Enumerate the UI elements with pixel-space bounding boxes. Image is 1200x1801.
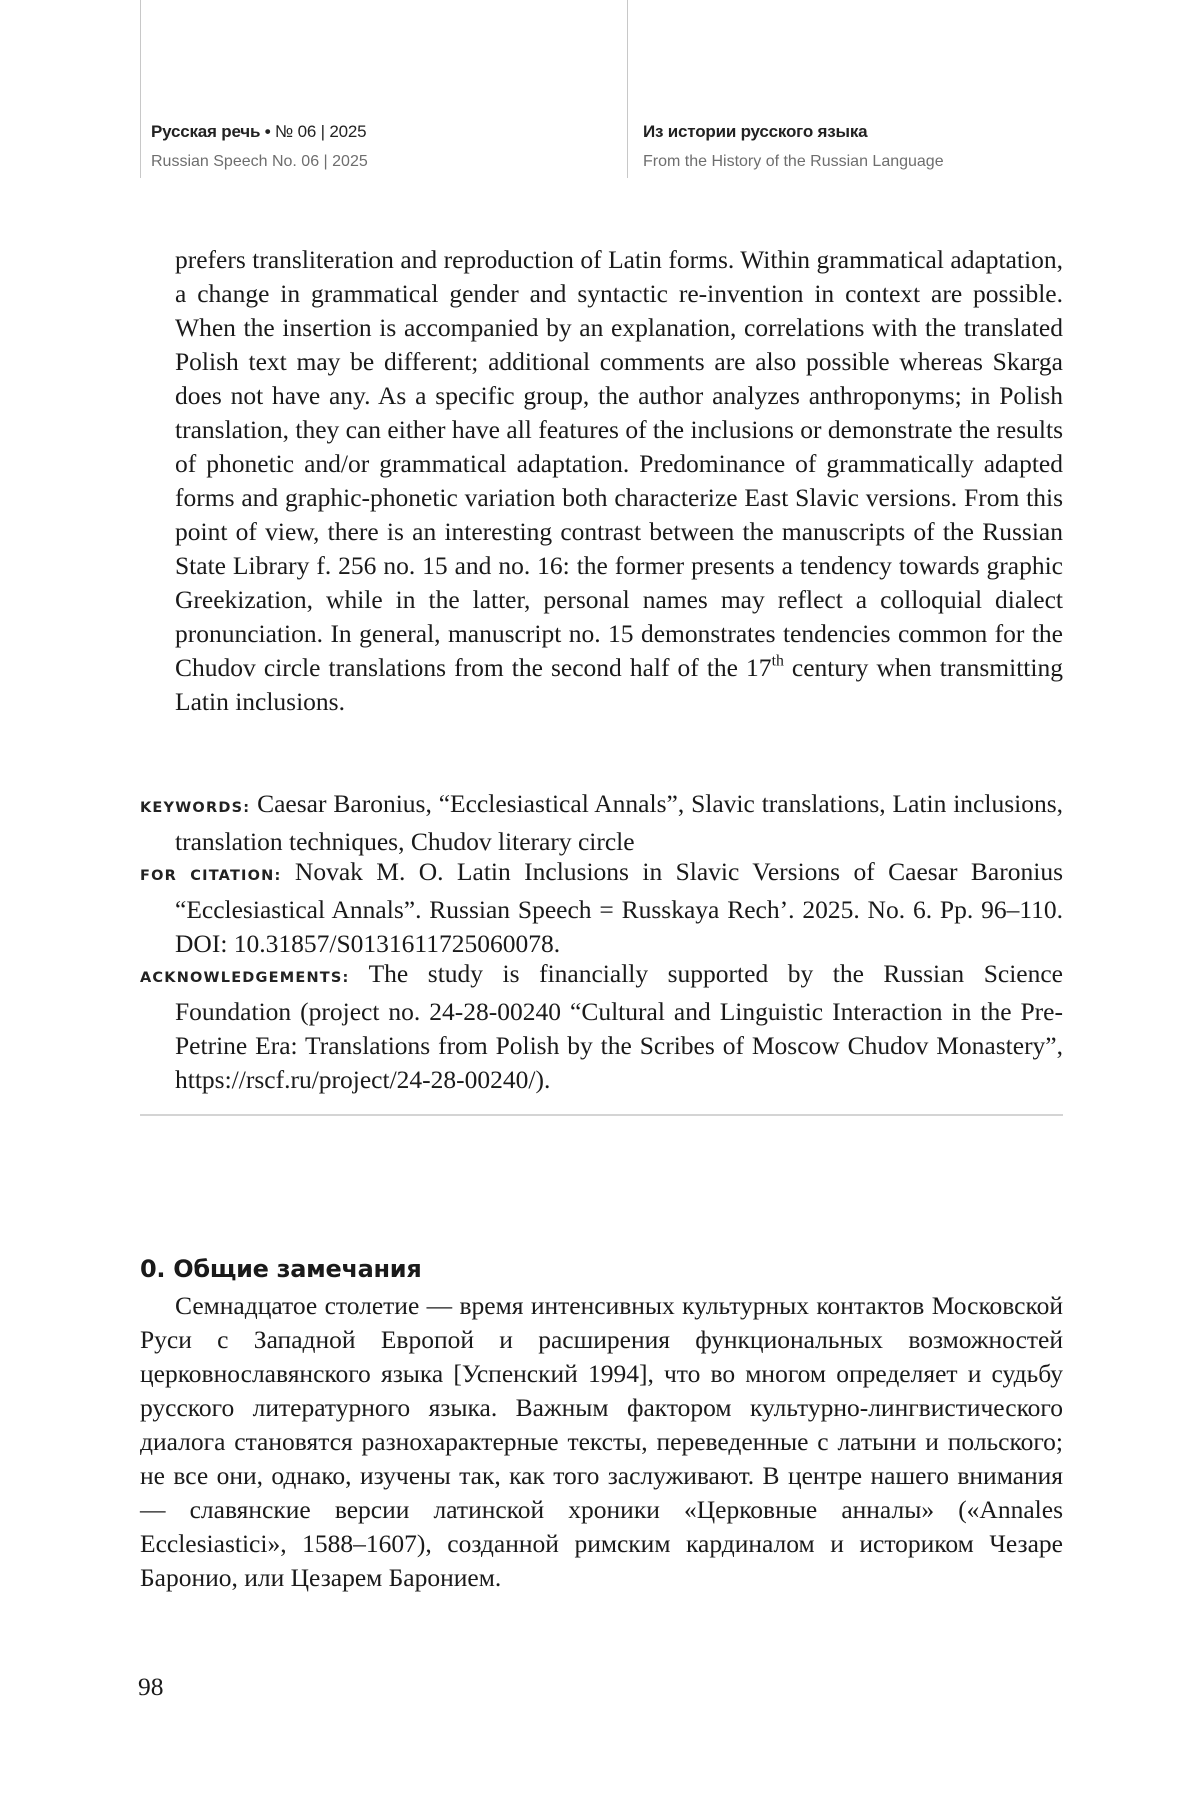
running-header-section — [643, 122, 944, 171]
ordinal-suffix: th — [771, 652, 784, 670]
citation — [140, 855, 1063, 961]
section-title-en: From the History of the Russian Language — [643, 153, 944, 170]
acknowledgements-label: ACKNOWLEDGEMENTS: — [140, 970, 350, 986]
acknowledgements-text: The study is financially supported by the Russian Science Foundation (project no. 24-28-00240 “Cultural and Linguistic Interaction in the Pre-Petrine Era: Translations from Polish by the Scribes of Moscow Chudov Monastery”, https://rscf.ru/project/24-28-00240/). — [175, 959, 1063, 1094]
horizontal-divider — [140, 1114, 1063, 1116]
section-heading: 0. Общие замечания — [140, 1255, 422, 1283]
running-header-journal — [151, 122, 368, 171]
page-number: 98 — [138, 1672, 164, 1701]
citation-text: Novak M. O. Latin Inclusions in Slavic Versions of Caesar Baronius “Ecclesiastical Annals”. Russian Speech = Russkaya Rech’. 2025. No. 6. Pp. 96–110. DOI: 10.31857/S0131611725060078. — [175, 857, 1063, 958]
journal-title-en: Russian Speech No. 06 | 2025 — [151, 153, 368, 170]
journal-name: Русская речь • — [151, 122, 271, 141]
section-title-ru: Из истории русского языка — [643, 122, 868, 141]
header-divider-left — [140, 0, 141, 178]
keywords — [140, 787, 1063, 859]
header-divider-right — [627, 0, 628, 178]
abstract-continuation — [175, 243, 1063, 719]
abstract-text-end: century when transmitting Latin inclusions. — [175, 653, 1063, 716]
acknowledgements — [140, 957, 1063, 1097]
keywords-text: Caesar Baronius, “Ecclesiastical Annals”, Slavic translations, Latin inclusions, translation techniques, Chudov literary circle — [175, 789, 1064, 856]
keywords-label: KEYWORDS: — [140, 800, 251, 816]
citation-label: FOR CITATION: — [140, 868, 282, 884]
abstract-text: prefers transliteration and reproduction of Latin forms. Within grammatical adaptation, a change in grammatical gender and syntactic re-invention in context are possible. When the insertion is accompanied by an explanation, correlations with the translated Polish text may be different; additional comments are also possible whereas Skarga does not have any. As a specific group, the author analyzes anthroponyms; in Polish translation, they can either have all features of the inclusions or demonstrate the results of phonetic and/or grammatical adaptation. Predominance of grammatically adapted forms and graphic-phonetic variation both characterize East Slavic versions. From this point of view, there is an interesting contrast between the manuscripts of the Russian State Library f. 256 no. 15 and no. 16: the former presents a tendency towards graphic Greekization, while in the latter, personal names may reflect a colloquial dialect pronunciation. In general, manuscript no. 15 demonstrates tendencies common for the Chudov circle translations from the second half of the 17 — [175, 245, 1063, 682]
journal-title — [151, 122, 368, 142]
section-paragraph: Семнадцатое столетие — время интенсивных культурных контактов Московской Руси с Западной Европой и расширения функциональных возможностей церковнославянского языка [Успенский 1994], что во многом определяет и судьбу русского литературного языка. Важным фактором культурно-лингвистического диалога становятся разнохарактерные тексты, переведенные с латыни и польского; не все они, однако, изучены так, как того заслуживают. В центре нашего внимания — славянские версии латинской хроники «Церковные анналы» («Annales Ecclesiastici», 1588–1607), созданной римским кардиналом и историком Чезаре Баронио, или Цезарем Баронием. — [140, 1291, 1063, 1592]
journal-issue: № 06 | 2025 — [275, 122, 367, 141]
